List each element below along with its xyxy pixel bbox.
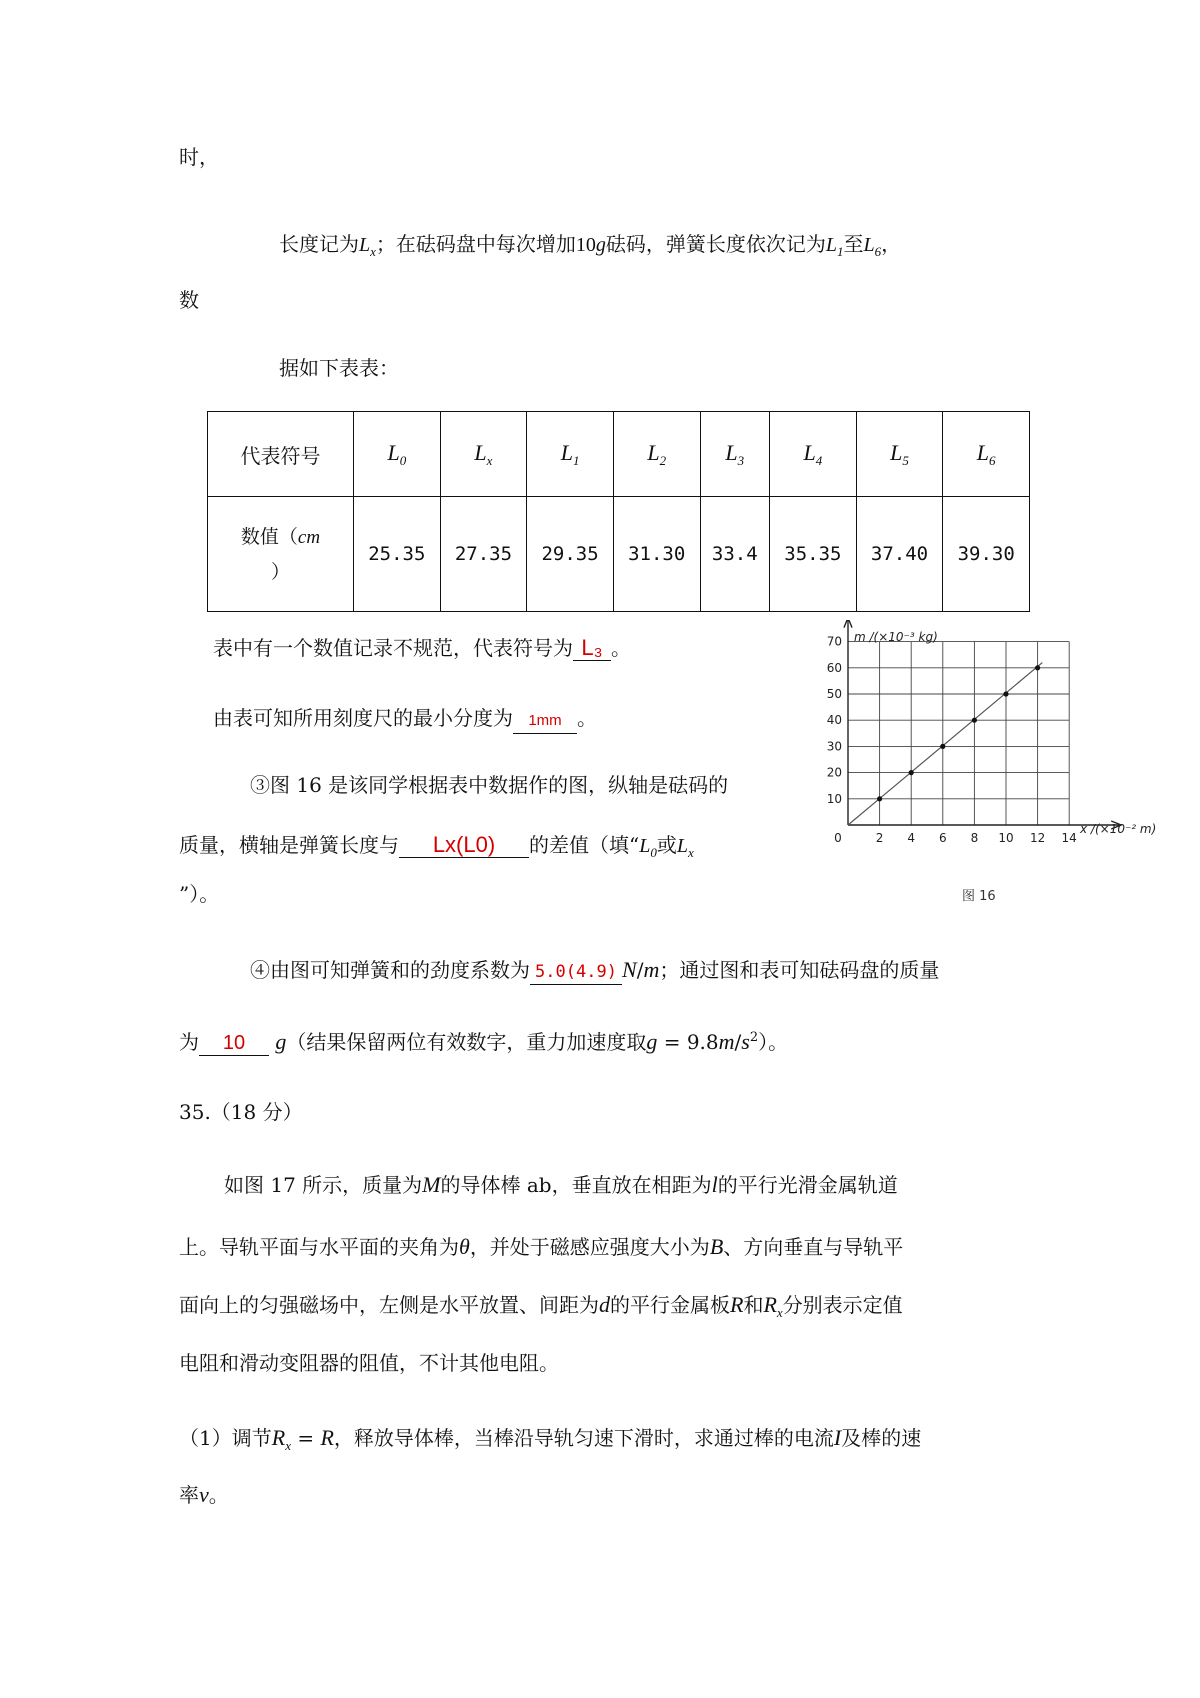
question-line: 质量，横轴是弹簧长度与 Lx(L0) 的差值（填“$L_0$或$L_x$ [179, 832, 694, 860]
table-cell: 39.30 [943, 497, 1030, 612]
answer-blank: Lx(L0) [399, 833, 529, 858]
question-line: ④由图可知弹簧和的劲度系数为 5.0(4.9) N/m；通过图和表可知砝码盘的质量 [250, 958, 939, 985]
problem-line: （1）调节$R_x = R$，释放导体棒，当棒沿导轨匀速下滑时，求通过棒的电流I及棒的速 [179, 1425, 922, 1453]
text-line: 长度记为$L_x$；在砝码盘中每次增加10g砝码，弹簧长度依次记为$L_1$至$L_6$， [279, 232, 902, 259]
question-line: 表中有一个数值记录不规范，代表符号为 L₃ 。 [213, 635, 631, 660]
figure-caption: 图 16 [962, 889, 996, 904]
problem-number: 35.（18 分） [179, 1100, 303, 1124]
x-tick-label: 10 [998, 831, 1014, 845]
table-cell: 25.35 [354, 497, 441, 612]
text-line: 时， [179, 145, 219, 169]
y-axis-label: m /(×10⁻³ kg) [854, 630, 938, 644]
data-point [940, 744, 945, 749]
answer-blank: 1mm [513, 709, 577, 734]
data-table [207, 411, 1030, 612]
table-cell: $L_1$ [527, 412, 614, 497]
fit-line [848, 663, 1042, 825]
problem-line: 面向上的匀强磁场中，左侧是水平放置、间距为d的平行金属板R和$R_x$分别表示定值 [179, 1292, 903, 1320]
table-cell: $L_5$ [856, 412, 943, 497]
text-line: 据如下表表： [279, 356, 399, 380]
x-tick-label: 6 [938, 831, 947, 845]
y-tick-label: 20 [826, 765, 842, 780]
table-cell: 29.35 [527, 497, 614, 612]
x-tick-label: 8 [970, 831, 979, 845]
question-line: 为 10 g（结果保留两位有效数字，重力加速度取$g = 9.8m/s^2$）。 [179, 1029, 789, 1054]
answer-blank: 10 [199, 1031, 269, 1056]
table-row [208, 497, 1030, 612]
table-cell: 33.4 [700, 497, 770, 612]
table-cell: 31.30 [613, 497, 700, 612]
table-header-cell: 代表符号 [208, 412, 354, 497]
y-tick-label: 30 [826, 739, 842, 754]
y-tick-label: 10 [826, 791, 842, 806]
y-tick-label: 50 [826, 687, 842, 701]
x-tick-label: 4 [907, 831, 916, 845]
x-tick-label: 12 [1029, 831, 1046, 845]
y-tick-label: 40 [826, 713, 842, 728]
problem-line: 上。导轨平面与水平面的夹角为θ，并处于磁感应强度大小为B、方向垂直与导轨平 [179, 1234, 904, 1259]
x-axis-label: x /(×10⁻² m) [1080, 822, 1157, 836]
answer-blank: L₃ [573, 636, 611, 661]
table-cell: $L_2$ [613, 412, 700, 497]
table-cell: $L_0$ [354, 412, 441, 497]
data-point [909, 770, 914, 775]
x-tick-label: 14 [1061, 831, 1077, 845]
text-line: 数 [179, 288, 199, 312]
figure-16-chart [812, 620, 1172, 905]
chart-axes [844, 620, 1121, 829]
chart-marks [848, 663, 1042, 825]
y-tick-label: 60 [826, 660, 842, 675]
x-tick-label: 2 [875, 831, 884, 845]
problem-line: 如图 17 所示，质量为M的导体棒 ab，垂直放在相距为l的平行光滑金属轨道 [224, 1172, 898, 1197]
answer-blank: 5.0(4.9) [530, 960, 622, 985]
table-cell: $L_4$ [770, 412, 857, 497]
problem-line: 电阻和滑动变阻器的阻值，不计其他电阻。 [179, 1351, 559, 1375]
question-line: 由表可知所用刻度尺的最小分度为 1mm 。 [213, 706, 597, 734]
table-row [208, 412, 1030, 497]
question-line: ”）。 [179, 882, 220, 906]
y-tick-label: 70 [826, 634, 842, 649]
x-tick-label: 0 [834, 831, 842, 845]
table-cell: $L_x$ [440, 412, 527, 497]
table-cell: $L_6$ [943, 412, 1030, 497]
data-point [972, 718, 977, 723]
data-point [1035, 665, 1040, 670]
data-point [1003, 691, 1008, 696]
problem-line: 率v。 [179, 1482, 229, 1507]
table-cell: $L_3$ [700, 412, 770, 497]
table-cell: 27.35 [440, 497, 527, 612]
data-point [877, 796, 882, 801]
table-cell: 37.40 [856, 497, 943, 612]
question-line: ③图 16 是该同学根据表中数据作的图，纵轴是砝码的 [250, 773, 729, 797]
table-header-cell: 数值（cm ） [208, 497, 354, 612]
table-cell: 35.35 [770, 497, 857, 612]
